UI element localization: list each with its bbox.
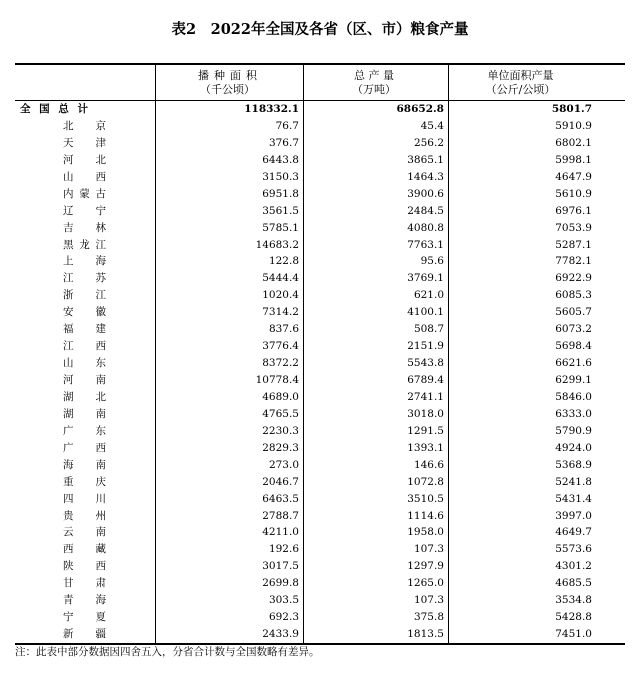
yield-value: 4685.5 [448, 575, 625, 592]
header-total-output-label: 总 产 量 [354, 68, 394, 82]
total-output-value: 256.2 [303, 135, 448, 152]
table-row [15, 457, 625, 474]
table-row [15, 626, 625, 643]
region-name: 四川 [63, 492, 106, 505]
table-row [15, 508, 625, 525]
region-name: 吉林 [63, 221, 106, 234]
region-name: 新疆 [63, 628, 106, 641]
header-sown-area-unit: （千公顷） [200, 82, 255, 96]
region-cell [15, 389, 155, 406]
header-sown-area-label: 播种面积 [198, 68, 262, 82]
table-row [15, 423, 625, 440]
table-body [15, 101, 625, 643]
region-name: 广西 [63, 441, 106, 454]
total-output-value: 1958.0 [303, 524, 448, 541]
table-row [15, 491, 625, 508]
table-row [15, 440, 625, 457]
region-name: 湖南 [63, 407, 106, 420]
yield-value: 5910.9 [448, 118, 625, 135]
total-output-value: 2484.5 [303, 203, 448, 220]
yield-value: 4649.7 [448, 524, 625, 541]
region-cell [15, 609, 155, 626]
sown-area-value: 692.3 [155, 609, 303, 626]
total-output-value: 95.6 [303, 253, 448, 270]
region-cell [15, 372, 155, 389]
total-output-value: 1114.6 [303, 508, 448, 525]
yield-value: 5368.9 [448, 457, 625, 474]
yield-value: 5698.4 [448, 338, 625, 355]
yield-value: 5610.9 [448, 186, 625, 203]
total-output-value: 4080.8 [303, 220, 448, 237]
total-output-value: 1297.9 [303, 558, 448, 575]
yield-value: 5605.7 [448, 304, 625, 321]
region-name: 山西 [63, 170, 106, 183]
header-yield [448, 65, 625, 100]
region-name: 上海 [63, 255, 106, 268]
region-name: 西藏 [63, 543, 106, 556]
table-row [15, 389, 625, 406]
yield-value: 4647.9 [448, 169, 625, 186]
region-name: 青海 [63, 594, 106, 607]
total-output-value: 7763.1 [303, 237, 448, 254]
region-cell [15, 135, 155, 152]
total-output-value: 45.4 [303, 118, 448, 135]
sown-area-value: 5444.4 [155, 270, 303, 287]
sown-area-value: 6443.8 [155, 152, 303, 169]
table-row [15, 287, 625, 304]
table-row [15, 270, 625, 287]
table-row [15, 253, 625, 270]
region-name: 贵州 [63, 509, 106, 522]
region-name: 河北 [63, 153, 106, 166]
region-cell [15, 304, 155, 321]
sown-area-value: 3561.5 [155, 203, 303, 220]
table-row [15, 575, 625, 592]
region-cell [15, 524, 155, 541]
region-cell [15, 152, 155, 169]
region-cell [15, 101, 155, 118]
region-cell [15, 220, 155, 237]
sown-area-value: 2699.8 [155, 575, 303, 592]
total-output-value: 1464.3 [303, 169, 448, 186]
region-cell [15, 541, 155, 558]
table-row [15, 406, 625, 423]
table-row [15, 304, 625, 321]
region-name: 陕西 [63, 560, 106, 573]
yield-value: 3534.8 [448, 592, 625, 609]
yield-value: 6976.1 [448, 203, 625, 220]
sown-area-value: 14683.2 [155, 237, 303, 254]
sown-area-value: 303.5 [155, 592, 303, 609]
sown-area-value: 4211.0 [155, 524, 303, 541]
sown-area-value: 3150.3 [155, 169, 303, 186]
table-row [15, 186, 625, 203]
yield-value: 6621.6 [448, 355, 625, 372]
region-cell [15, 491, 155, 508]
total-output-value: 1072.8 [303, 474, 448, 491]
table-row [15, 541, 625, 558]
table-row [15, 338, 625, 355]
total-output-value: 107.3 [303, 592, 448, 609]
yield-value: 4301.2 [448, 558, 625, 575]
region-cell [15, 169, 155, 186]
header-sown-area [155, 65, 303, 100]
sown-area-value: 1020.4 [155, 287, 303, 304]
yield-value: 5801.7 [448, 101, 625, 118]
table-row [15, 152, 625, 169]
sown-area-value: 6463.5 [155, 491, 303, 508]
region-name: 海南 [63, 458, 106, 471]
region-cell [15, 355, 155, 372]
region-cell [15, 253, 155, 270]
region-name: 北京 [63, 119, 106, 132]
table-row [15, 169, 625, 186]
sown-area-value: 76.7 [155, 118, 303, 135]
region-name: 天津 [63, 136, 106, 149]
sown-area-value: 10778.4 [155, 372, 303, 389]
region-cell [15, 338, 155, 355]
table-row [15, 474, 625, 491]
yield-value: 5573.6 [448, 541, 625, 558]
total-row [15, 101, 625, 118]
yield-value: 3997.0 [448, 508, 625, 525]
region-cell [15, 440, 155, 457]
sown-area-value: 122.8 [155, 253, 303, 270]
sown-area-value: 5785.1 [155, 220, 303, 237]
yield-value: 6333.0 [448, 406, 625, 423]
sown-area-value: 2046.7 [155, 474, 303, 491]
total-output-value: 3769.1 [303, 270, 448, 287]
sown-area-value: 2230.3 [155, 423, 303, 440]
total-output-value: 3900.6 [303, 186, 448, 203]
yield-value: 6922.9 [448, 270, 625, 287]
region-cell [15, 626, 155, 643]
region-cell [15, 508, 155, 525]
total-output-value: 3510.5 [303, 491, 448, 508]
region-cell [15, 575, 155, 592]
header-total-output [303, 65, 448, 100]
table-row [15, 355, 625, 372]
total-output-value: 508.7 [303, 321, 448, 338]
sown-area-value: 7314.2 [155, 304, 303, 321]
yield-value: 7451.0 [448, 626, 625, 643]
region-name: 广东 [63, 424, 106, 437]
region-name: 甘肃 [63, 577, 106, 590]
sown-area-value: 2433.9 [155, 626, 303, 643]
sown-area-value: 118332.1 [155, 101, 303, 118]
region-name: 黑龙江 [63, 238, 106, 251]
table-note: 注：此表中部分数据因四舍五入，分省合计数与全国数略有差异。 [15, 646, 320, 658]
region-cell [15, 474, 155, 491]
total-output-value: 1265.0 [303, 575, 448, 592]
table-header [15, 65, 625, 101]
region-name: 福建 [63, 323, 106, 336]
sown-area-value: 2788.7 [155, 508, 303, 525]
region-name: 浙江 [63, 289, 106, 302]
total-output-value: 5543.8 [303, 355, 448, 372]
sown-area-value: 4765.5 [155, 406, 303, 423]
table-row [15, 220, 625, 237]
yield-value: 4924.0 [448, 440, 625, 457]
region-name: 辽宁 [63, 204, 106, 217]
table-row [15, 203, 625, 220]
region-name: 河南 [63, 374, 106, 386]
table-row [15, 372, 625, 389]
yield-value: 6073.2 [448, 321, 625, 338]
yield-value: 5790.9 [448, 423, 625, 440]
region-cell [15, 321, 155, 338]
header-yield-label: 单位面积产量 [487, 68, 554, 82]
header-total-output-unit: （万吨） [352, 82, 396, 96]
region-cell [15, 203, 155, 220]
region-cell [15, 558, 155, 575]
region-name: 宁夏 [63, 611, 106, 624]
table-row [15, 321, 625, 338]
region-cell [15, 186, 155, 203]
table-row [15, 118, 625, 135]
yield-value: 6299.1 [448, 372, 625, 389]
total-output-value: 1813.5 [303, 626, 448, 643]
total-output-value: 621.0 [303, 287, 448, 304]
region-cell [15, 287, 155, 304]
total-output-value: 375.8 [303, 609, 448, 626]
region-cell [15, 237, 155, 254]
sown-area-value: 2829.3 [155, 440, 303, 457]
total-output-value: 1291.5 [303, 423, 448, 440]
sown-area-value: 376.7 [155, 135, 303, 152]
table-row [15, 558, 625, 575]
region-name: 江西 [63, 340, 106, 353]
region-name: 山东 [63, 357, 106, 370]
region-cell [15, 118, 155, 135]
sown-area-value: 192.6 [155, 541, 303, 558]
sown-area-value: 273.0 [155, 457, 303, 474]
sown-area-value: 4689.0 [155, 389, 303, 406]
yield-value: 5431.4 [448, 491, 625, 508]
region-name: 内蒙古 [63, 187, 106, 200]
yield-value: 6085.3 [448, 287, 625, 304]
region-name: 云南 [63, 526, 106, 539]
grain-output-table [15, 63, 625, 645]
total-output-value: 2151.9 [303, 338, 448, 355]
header-region [15, 65, 155, 100]
header-yield-unit: （公斤/公顷） [485, 82, 556, 96]
table-title: 表2 2022年全国及各省（区、市）粮食产量 [171, 21, 469, 38]
yield-value: 7053.9 [448, 220, 625, 237]
table-row [15, 592, 625, 609]
table-row [15, 237, 625, 254]
total-output-value: 2741.1 [303, 389, 448, 406]
region-cell [15, 270, 155, 287]
table-row [15, 609, 625, 626]
total-output-value: 146.6 [303, 457, 448, 474]
total-output-value: 3018.0 [303, 406, 448, 423]
region-cell [15, 592, 155, 609]
sown-area-value: 8372.2 [155, 355, 303, 372]
yield-value: 5846.0 [448, 389, 625, 406]
region-cell [15, 457, 155, 474]
region-cell [15, 406, 155, 423]
total-output-value: 1393.1 [303, 440, 448, 457]
sown-area-value: 837.6 [155, 321, 303, 338]
yield-value: 6802.1 [448, 135, 625, 152]
total-output-value: 4100.1 [303, 304, 448, 321]
region-name: 重庆 [63, 475, 106, 488]
total-output-value: 6789.4 [303, 372, 448, 389]
yield-value: 5998.1 [448, 152, 625, 169]
yield-value: 5287.1 [448, 237, 625, 254]
yield-value: 5428.8 [448, 609, 625, 626]
total-output-value: 3865.1 [303, 152, 448, 169]
sown-area-value: 3017.5 [155, 558, 303, 575]
table-row [15, 135, 625, 152]
region-name: 安徽 [63, 306, 106, 319]
sown-area-value: 3776.4 [155, 338, 303, 355]
yield-value: 5241.8 [448, 474, 625, 491]
region-cell [15, 423, 155, 440]
sown-area-value: 6951.8 [155, 186, 303, 203]
total-output-value: 68652.8 [303, 101, 448, 118]
total-output-value: 107.3 [303, 541, 448, 558]
table-row [15, 524, 625, 541]
yield-value: 7782.1 [448, 253, 625, 270]
region-name: 江苏 [63, 272, 106, 285]
region-name: 全国总计 [20, 103, 88, 115]
region-name: 湖北 [63, 390, 106, 403]
